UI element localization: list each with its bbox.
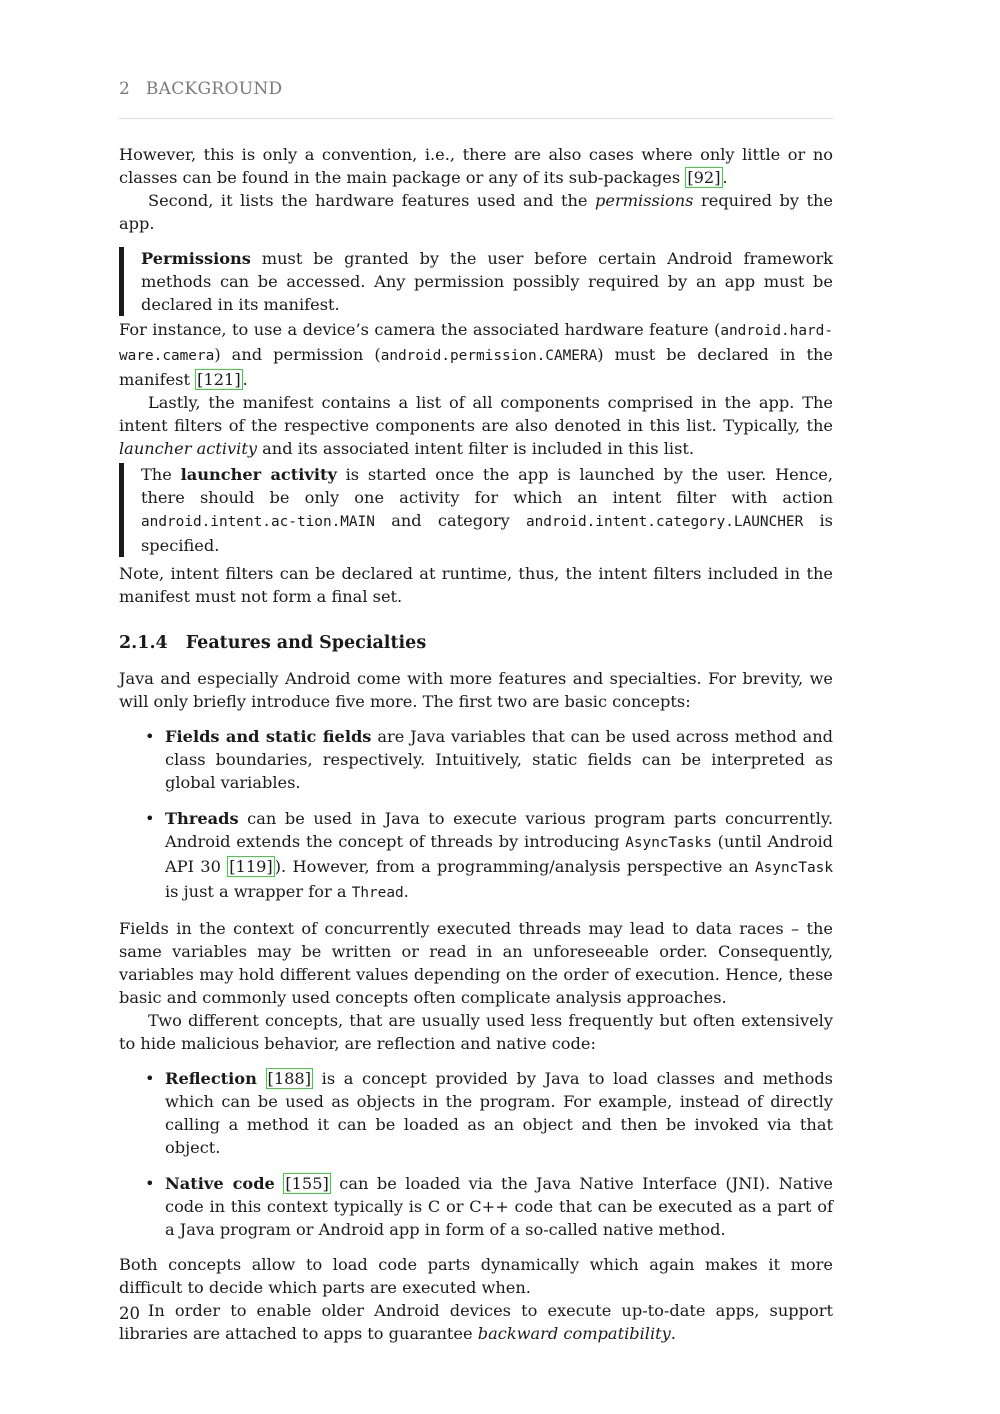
punctuation: . — [670, 1324, 676, 1343]
punctuation: . — [722, 168, 728, 187]
bullet-list-basic-concepts — [119, 725, 833, 905]
page-body — [119, 78, 833, 1345]
emphasis: permissions — [595, 191, 694, 210]
paragraph-text: Second, it lists the hardware features used and the — [148, 191, 596, 210]
list-item — [119, 807, 833, 905]
section-heading — [119, 632, 833, 655]
paragraph-text: For instance, to use a device’s camera the associated hardware feature ( — [119, 320, 721, 339]
definition-text: The — [141, 465, 181, 484]
code-inline: android.intent.category.LAUNCHER — [525, 514, 804, 530]
code-inline: android.hard-ware.camera — [119, 323, 833, 364]
definition-term: launcher activity — [180, 465, 337, 484]
paragraph-camera-example — [119, 318, 833, 391]
list-item-text: is just a wrapper for a — [165, 882, 352, 901]
definition-box-launcher — [119, 463, 833, 557]
definition-text: is specified. — [141, 511, 833, 555]
paragraph-components — [119, 391, 833, 460]
paragraph-text: and its associated intent filter is included in this list. — [257, 439, 695, 458]
definition-text: must be granted by the user before certain Android framework methods can be accessed. Any permission possibly required by an app must be declared in its manifest. — [141, 249, 833, 314]
citation-link[interactable]: [188] — [267, 1069, 312, 1088]
list-item-term: Native code — [165, 1174, 275, 1193]
list-item-text: is a concept provided by Java to load classes and methods which can be used as objects in the program. For example, instead of directly calling a method it can be loaded as an object and then be invoked via that object. — [165, 1069, 833, 1157]
paragraph-backward-compat — [119, 1299, 833, 1345]
definition-term: Permissions — [141, 249, 251, 268]
paragraph-text: ) must be declared in the manifest — [119, 345, 833, 389]
bullet-icon: • — [145, 727, 155, 746]
list-item-text: can be loaded via the Java Native Interface (JNI). Native code in this context typically is C or C++ code that can be executed as a part of a Java program or Android app in form of a so-called native method. — [165, 1174, 833, 1239]
code-inline: AsyncTask — [755, 860, 833, 876]
bullet-list-advanced-concepts — [119, 1067, 833, 1241]
code-inline: android.intent.ac-tion.MAIN — [141, 514, 375, 530]
paragraph-text: ) and permission ( — [214, 345, 381, 364]
code-inline: AsyncTasks — [625, 835, 712, 851]
header-rule — [119, 118, 833, 119]
list-item — [119, 725, 833, 794]
list-item-term: Fields and static fields — [165, 727, 372, 746]
list-item-text: can be used in Java to execute various program parts concurrently. Android extends the concept of threads by introducing — [165, 809, 833, 851]
paragraph-text: In order to enable older Android devices to execute up-to-date apps, support libraries are attached to apps to guarantee — [119, 1301, 833, 1343]
citation-link[interactable]: [155] — [285, 1174, 329, 1193]
definition-text: and category — [374, 511, 526, 530]
paragraph-data-races: Fields in the context of concurrently executed threads may lead to data races – the same variables may be written or read in an unforeseeable order. Consequently, variables may hold different values depending on the order of execution. Hence, these basic and commonly used concepts often complicate analysis approaches. — [119, 919, 833, 1007]
paragraph-dynamic-loading: Both concepts allow to load code parts dynamically which again makes it more difficult to decide which parts are executed when. — [119, 1255, 833, 1297]
list-item — [119, 1172, 833, 1241]
list-item-text: are Java variables that can be used across method and class boundaries, respectively. Intuitively, static fields can be interpreted as global variables. — [165, 727, 834, 792]
paragraph-text: required by the app. — [119, 191, 833, 233]
list-item-text: (until Android API 30 — [165, 832, 833, 876]
list-item-term: Threads — [165, 809, 239, 828]
paragraph-two-concepts: Two different concepts, that are usually used less frequently but often extensively to hide malicious behavior, are reflection and native code: — [119, 1011, 833, 1053]
paragraph-intent-note: Note, intent filters can be declared at runtime, thus, the intent filters included in the manifest must not form a final set. — [119, 564, 833, 606]
paragraph-convention — [119, 143, 833, 189]
citation-link[interactable]: [119] — [229, 857, 273, 876]
emphasis: launcher activity — [119, 439, 258, 458]
definition-box-permissions — [119, 247, 833, 316]
citation-link[interactable]: [121] — [197, 370, 241, 389]
bullet-icon: • — [145, 1069, 155, 1088]
list-item — [119, 1067, 833, 1159]
punctuation: . — [403, 882, 409, 901]
paragraph-permissions-intro — [119, 189, 833, 235]
list-item-text: ). However, from a programming/analysis perspective an — [274, 857, 756, 876]
section-title: Features and Specialties — [185, 633, 427, 653]
citation-link[interactable]: [92] — [687, 168, 721, 187]
page-number: 20 — [119, 1304, 140, 1323]
code-inline: Thread — [351, 885, 404, 901]
bullet-icon: • — [145, 1174, 155, 1193]
emphasis: backward compatibility — [477, 1324, 671, 1343]
chapter-number: 2 — [119, 79, 131, 99]
section-number: 2.1.4 — [119, 633, 168, 653]
paragraph-text: However, this is only a convention, i.e., there are also cases where only little or no classes can be found in the main package or any of its sub-packages — [119, 145, 833, 187]
paragraph-text: Lastly, the manifest contains a list of all components comprised in the app. The intent filters of the respective components are also denoted in this list. Typically, the — [119, 393, 833, 435]
code-inline: android.permission.CAMERA — [380, 348, 598, 364]
chapter-title: BACKGROUND — [145, 79, 283, 99]
punctuation: . — [242, 370, 248, 389]
bullet-icon: • — [145, 809, 155, 828]
paragraph-features-intro: Java and especially Android come with more features and specialties. For brevity, we will only briefly introduce five more. The first two are basic concepts: — [119, 669, 833, 711]
list-item-term: Reflection — [165, 1069, 257, 1088]
running-header — [119, 78, 833, 102]
definition-text: is started once the app is launched by the user. Hence, there should be only one activity for which an intent filter with action — [141, 465, 833, 507]
